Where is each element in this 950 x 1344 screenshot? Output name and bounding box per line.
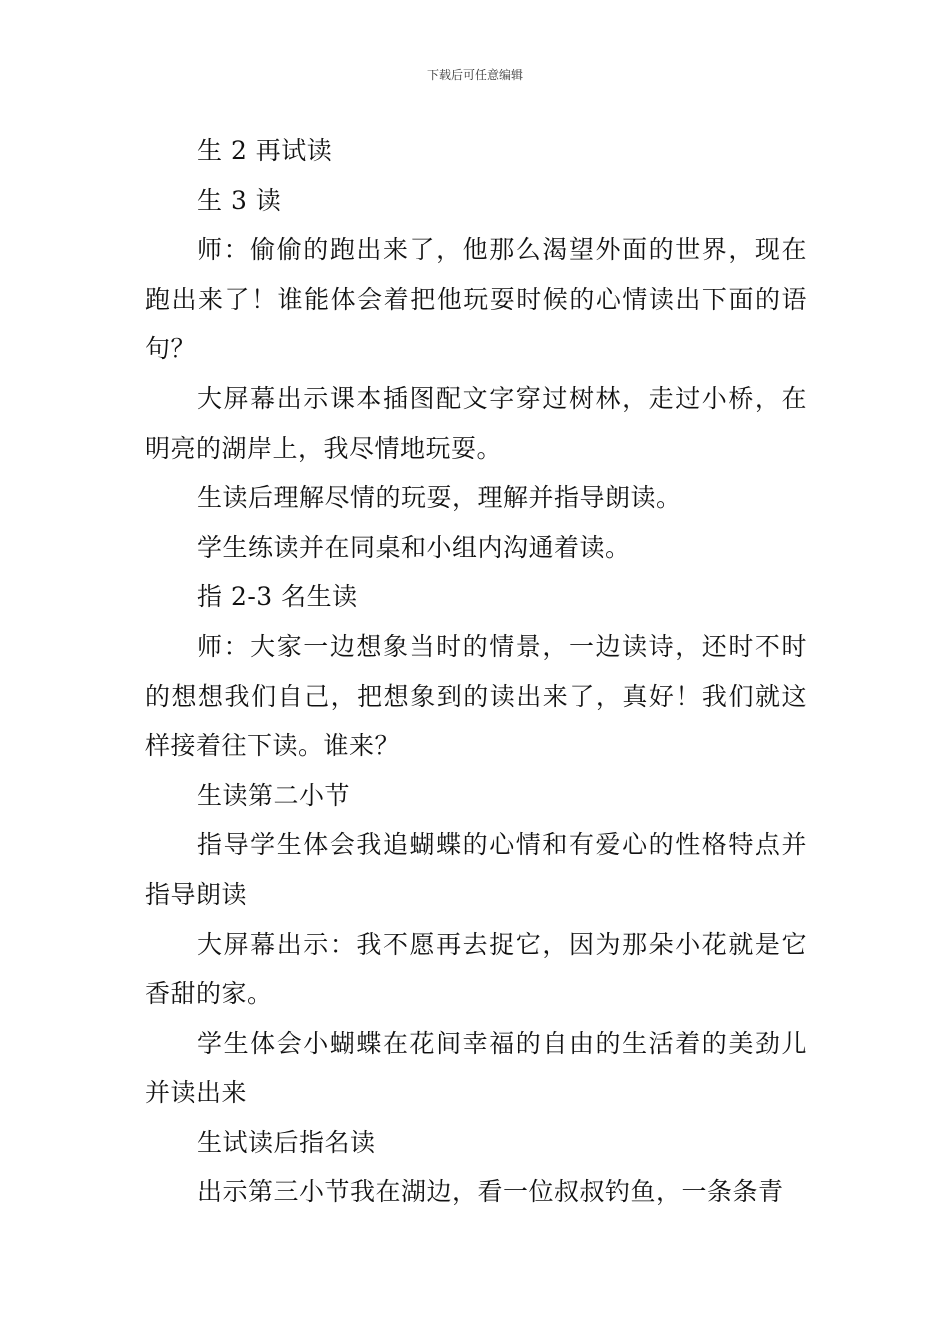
paragraph: 学生练读并在同桌和小组内沟通着读。 xyxy=(197,532,631,562)
page-header: 下载后可任意编辑 xyxy=(426,68,523,82)
paragraph: 出示第三小节我在湖边，看一位叔叔钓鱼，一条条青 xyxy=(197,1177,784,1207)
paragraph: 生读后理解尽情的玩耍，理解并指导朗读。 xyxy=(197,483,682,513)
paragraph: 学生体会小蝴蝶在花间幸福的自由的生活着的美劲儿并读出来 xyxy=(145,1028,807,1108)
paragraph: 师：大家一边想象当时的情景，一边读诗，还时不时的想想我们自己，把想象到的读出来了，真好！我们就这样接着往下读。谁来？ xyxy=(145,631,807,761)
document-body xyxy=(145,126,807,1217)
paragraph: 生读第二小节 xyxy=(197,780,351,810)
paragraph: 生试读后指名读 xyxy=(197,1127,376,1157)
paragraph: 师：偷偷的跑出来了，他那么渴望外面的世界，现在跑出来了！谁能体会着把他玩耍时候的心情读出下面的语句？ xyxy=(145,235,807,364)
paragraph: 指 2-3 名生读 xyxy=(197,582,358,612)
paragraph: 生 3 读 xyxy=(197,185,282,215)
paragraph: 指导学生体会我追蝴蝶的心情和有爱心的性格特点并指导朗读 xyxy=(145,830,807,909)
paragraph: 生 2 再试读 xyxy=(197,136,333,165)
paragraph: 大屏幕出示：我不愿再去捉它，因为那朵小花就是它香甜的家。 xyxy=(145,929,807,1009)
paragraph: 大屏幕出示课本插图配文字穿过树林，走过小桥，在明亮的湖岸上，我尽情地玩耍。 xyxy=(145,383,807,463)
